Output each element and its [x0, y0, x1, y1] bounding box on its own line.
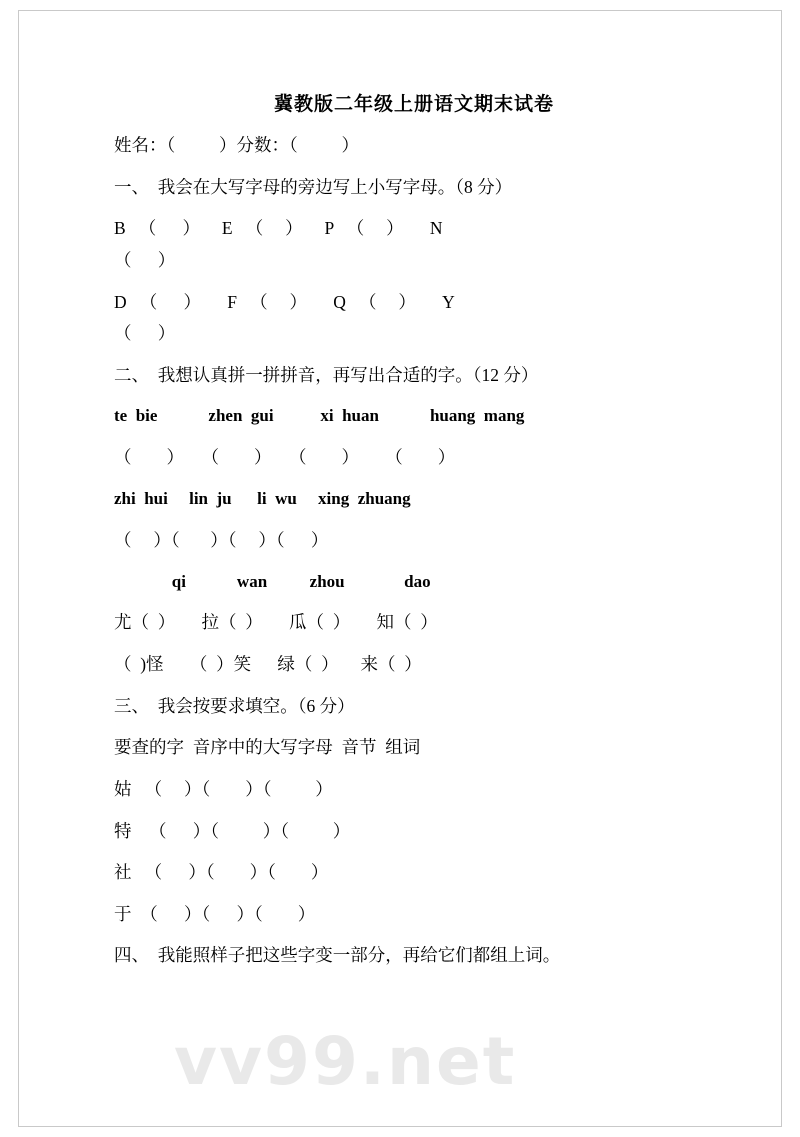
- section-1-heading: 一、 我会在大写字母的旁边写上小写字母。（8 分）: [114, 176, 513, 197]
- document-body: [114, 71, 714, 968]
- watermark: vv99.net: [174, 1023, 517, 1100]
- section-2-heading: 二、 我想认真拼一拼拼音，再写出合适的字。（12 分）: [114, 364, 539, 385]
- name-score-line: 姓名：（ ）分数：（ ）: [114, 135, 359, 155]
- section-2-answer-row-2: （ ）（ ）（ ）（ ）: [114, 529, 329, 550]
- section-3-table-header: 要查的字 音序中的大写字母 音节 组词: [114, 737, 421, 758]
- section-2-pinyin-row-2: zhi hui lin ju li wu xing zhuang: [114, 488, 411, 508]
- section-3-row-1: 姑 （ ）（ ）（ ）: [114, 778, 333, 799]
- paper-sheet: [18, 10, 782, 1127]
- section-1-line-4: （ ）: [114, 323, 176, 344]
- section-3-row-2: 特 （ ）（ ）（ ）: [114, 820, 351, 841]
- section-3-row-3: 社 （ ）（ ）（ ）: [114, 862, 329, 883]
- page-title: 冀教版二年级上册语文期末试卷: [273, 94, 554, 115]
- section-2-answer-row-1: （ ） （ ） （ ） （ ）: [114, 447, 456, 468]
- section-3-heading: 三、 我会按要求填空。（6 分）: [114, 695, 355, 716]
- section-1-line-3: D （ ） F （ ） Q （ ） Y: [114, 291, 455, 312]
- section-1-line-2: （ ）: [114, 249, 176, 270]
- section-3-row-4: 于 （ ）（ ）（ ）: [114, 903, 316, 924]
- section-2-pinyin-row-1: te bie zhen gui xi huan huang mang: [114, 406, 525, 426]
- section-2-pinyin-row-3: qi wan zhou dao: [142, 571, 431, 591]
- section-2-answer-row-3: 尤（ ） 拉（ ） 瓜（ ） 知（ ）: [114, 612, 438, 633]
- section-4-heading: 四、 我能照样子把这些字变一部分，再给它们都组上词。: [114, 945, 561, 966]
- section-2-answer-row-4: （ )怪 （ ）笑 绿（ ） 来（ ）: [114, 654, 422, 675]
- section-1-line-1: B （ ） E （ ） P （ ） N: [114, 218, 443, 239]
